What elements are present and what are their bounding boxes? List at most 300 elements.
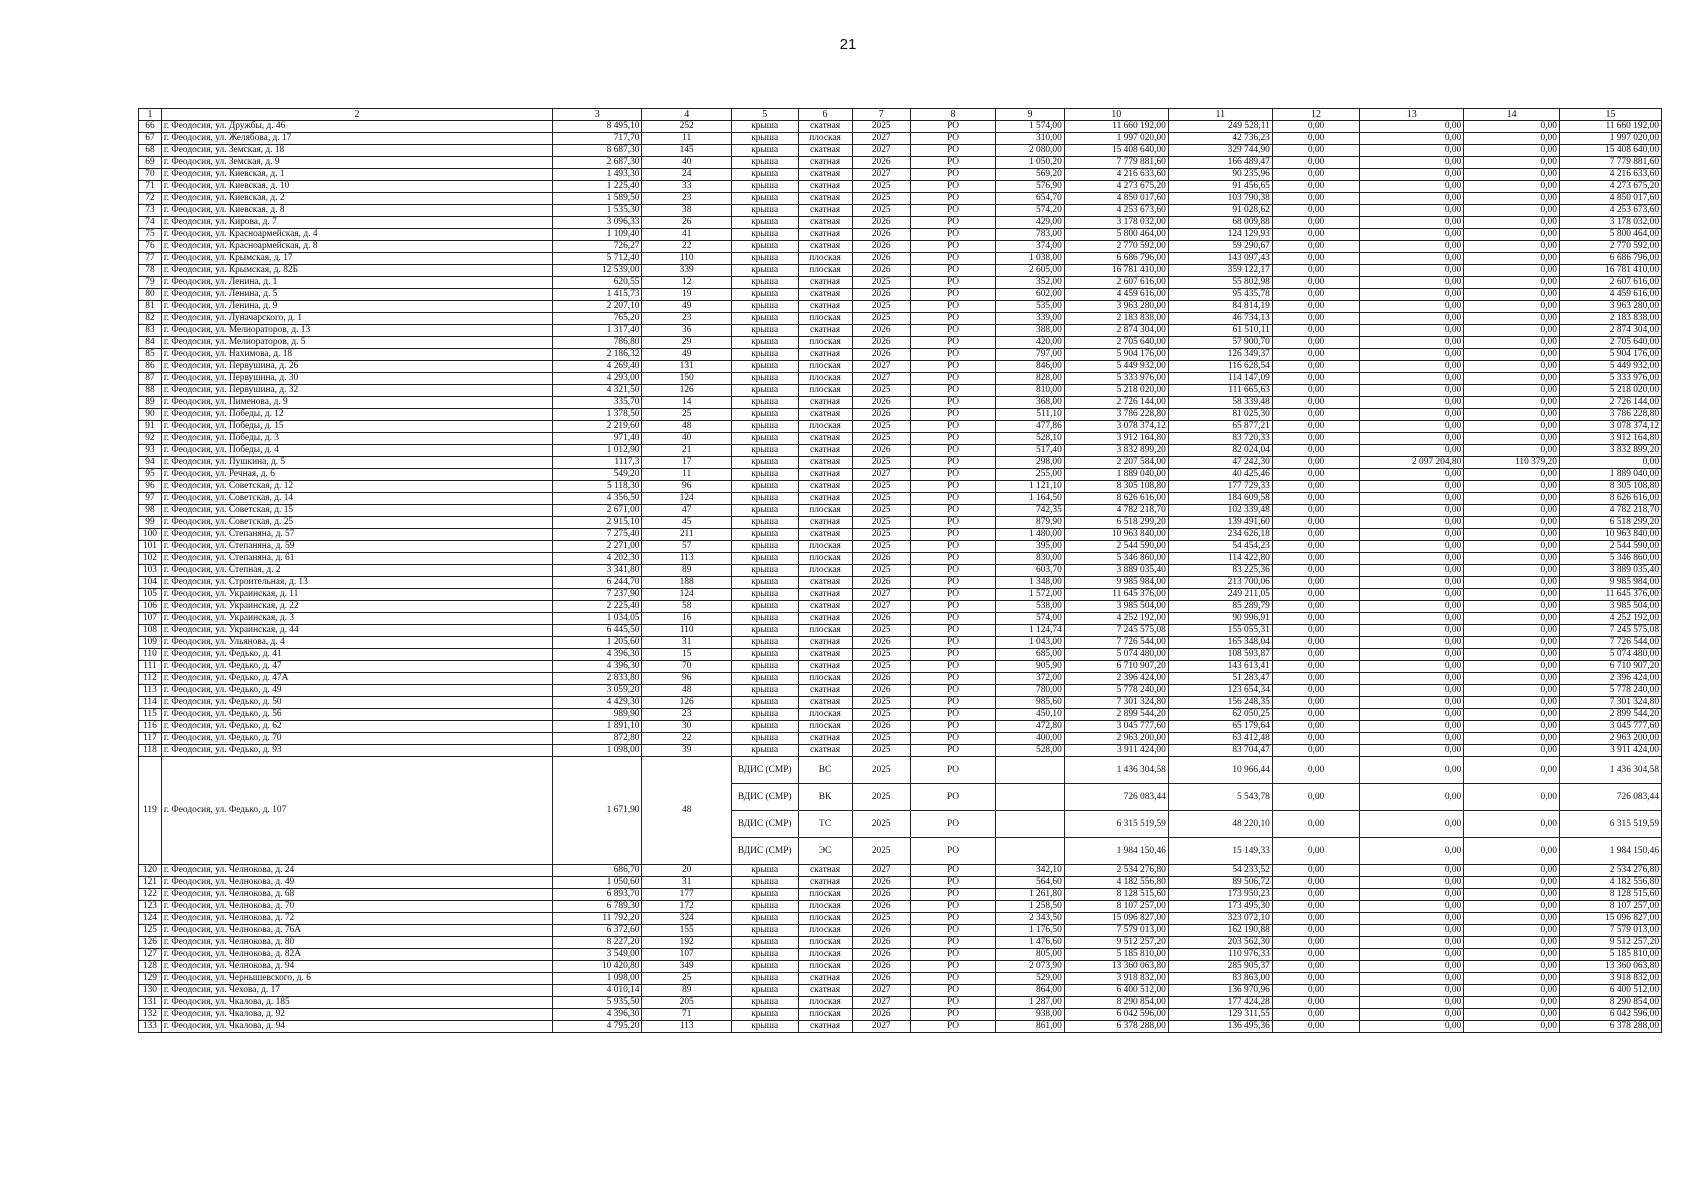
cell-source: РО	[910, 217, 995, 229]
cell-budget: 0,00	[1360, 985, 1464, 997]
cell-address: г. Феодосия, ул. Степаняна, д. 57	[161, 529, 552, 541]
table-row	[139, 589, 1662, 601]
cell-source: РО	[910, 433, 995, 445]
table-row	[139, 721, 1662, 733]
cell-owners: 0,00	[1464, 529, 1560, 541]
cell-element: крыша	[731, 685, 798, 697]
cell-budget: 0,00	[1360, 589, 1464, 601]
cell-total: 4 216 633,60	[1559, 169, 1661, 181]
table-row	[139, 373, 1662, 385]
cell-volume: 654,70	[996, 193, 1065, 205]
cell-area: 1 225,40	[553, 181, 642, 193]
cell-budget: 0,00	[1360, 541, 1464, 553]
cell-budget: 0,00	[1360, 529, 1464, 541]
cell-area: 1 671,90	[553, 757, 642, 865]
cell-cost: 3 918 832,00	[1064, 973, 1168, 985]
table-row	[139, 445, 1662, 457]
cell-source: РО	[910, 541, 995, 553]
cell-num: 105	[139, 589, 162, 601]
table-row	[139, 661, 1662, 673]
cell-area: 11 792,20	[553, 913, 642, 925]
cell-num: 92	[139, 433, 162, 445]
cell-cost: 9 512 257,20	[1064, 937, 1168, 949]
cell-volume: 255,00	[996, 469, 1065, 481]
cell-element: крыша	[731, 157, 798, 169]
cell-area: 5 712,40	[553, 253, 642, 265]
cell-area: 2 225,40	[553, 601, 642, 613]
cell-source: РО	[910, 784, 995, 811]
cell-cost-per-unit: 111 665,63	[1168, 385, 1272, 397]
cell-fund: 0,00	[1272, 205, 1359, 217]
cell-budget: 0,00	[1360, 301, 1464, 313]
cell-element: крыша	[731, 589, 798, 601]
cell-owners: 0,00	[1464, 613, 1560, 625]
cell-type: скатная	[798, 697, 852, 709]
cell-source: РО	[910, 517, 995, 529]
cell-year: 2026	[852, 265, 910, 277]
cell-element: крыша	[731, 313, 798, 325]
cell-element: крыша	[731, 721, 798, 733]
cell-type: скатная	[798, 589, 852, 601]
cell-budget: 0,00	[1360, 121, 1464, 133]
cell-owners: 0,00	[1464, 877, 1560, 889]
cell-num: 96	[139, 481, 162, 493]
cell-cost-per-unit: 51 283,47	[1168, 673, 1272, 685]
cell-source: РО	[910, 301, 995, 313]
cell-address: г. Феодосия, ул. Киевская, д. 8	[161, 205, 552, 217]
cell-num: 123	[139, 901, 162, 913]
cell-cost-per-unit: 173 495,30	[1168, 901, 1272, 913]
table-row	[139, 133, 1662, 145]
cell-owners: 0,00	[1464, 811, 1560, 838]
table-row	[139, 649, 1662, 661]
cell-year: 2026	[852, 889, 910, 901]
cell-residents: 12	[642, 277, 731, 289]
cell-element: крыша	[731, 1021, 798, 1033]
cell-address: г. Феодосия, ул. Степаняна, д. 61	[161, 553, 552, 565]
cell-source: РО	[910, 985, 995, 997]
cell-area: 10 420,80	[553, 961, 642, 973]
cell-element: крыша	[731, 409, 798, 421]
cell-address: г. Феодосия, ул. Победы, д. 3	[161, 433, 552, 445]
cell-volume	[996, 838, 1065, 865]
cell-num: 98	[139, 505, 162, 517]
cell-year: 2027	[852, 985, 910, 997]
cell-num: 67	[139, 133, 162, 145]
cell-num: 80	[139, 289, 162, 301]
cell-element: крыша	[731, 925, 798, 937]
cell-source: РО	[910, 811, 995, 838]
cell-source: РО	[910, 601, 995, 613]
cell-cost-per-unit: 102 339,48	[1168, 505, 1272, 517]
cell-element: крыша	[731, 577, 798, 589]
cell-cost-per-unit: 15 149,33	[1168, 838, 1272, 865]
cell-residents: 41	[642, 229, 731, 241]
cell-fund: 0,00	[1272, 733, 1359, 745]
cell-owners: 0,00	[1464, 865, 1560, 877]
cell-residents: 48	[642, 685, 731, 697]
cell-owners: 0,00	[1464, 373, 1560, 385]
cell-budget: 0,00	[1360, 265, 1464, 277]
cell-type: плоская	[798, 313, 852, 325]
cell-cost-per-unit: 110 976,33	[1168, 949, 1272, 961]
cell-element: крыша	[731, 385, 798, 397]
cell-volume: 528,10	[996, 433, 1065, 445]
cell-source: РО	[910, 289, 995, 301]
cell-area: 4 269,40	[553, 361, 642, 373]
cell-year: 2026	[852, 877, 910, 889]
cell-element: крыша	[731, 697, 798, 709]
cell-fund: 0,00	[1272, 961, 1359, 973]
cell-source: РО	[910, 997, 995, 1009]
cell-cost-per-unit: 124 129,93	[1168, 229, 1272, 241]
column-header: 15	[1559, 109, 1661, 121]
cell-budget: 0,00	[1360, 133, 1464, 145]
cell-area: 3 549,00	[553, 949, 642, 961]
cell-volume: 2 343,50	[996, 913, 1065, 925]
cell-address: г. Феодосия, ул. Федько, д. 50	[161, 697, 552, 709]
page-number: 21	[839, 36, 857, 53]
cell-element: крыша	[731, 457, 798, 469]
cell-fund: 0,00	[1272, 337, 1359, 349]
cell-cost-per-unit: 143 097,43	[1168, 253, 1272, 265]
cell-cost: 10 963 840,00	[1064, 529, 1168, 541]
cell-residents: 25	[642, 973, 731, 985]
cell-owners: 0,00	[1464, 349, 1560, 361]
cell-cost: 11 660 192,00	[1064, 121, 1168, 133]
cell-source: РО	[910, 169, 995, 181]
cell-cost: 8 305 108,80	[1064, 481, 1168, 493]
cell-total: 8 626 616,00	[1559, 493, 1661, 505]
cell-residents: 36	[642, 325, 731, 337]
cell-area: 4 396,30	[553, 649, 642, 661]
cell-year: 2026	[852, 241, 910, 253]
cell-budget: 0,00	[1360, 661, 1464, 673]
cell-residents: 205	[642, 997, 731, 1009]
cell-num: 110	[139, 649, 162, 661]
cell-area: 1 050,60	[553, 877, 642, 889]
cell-owners: 0,00	[1464, 673, 1560, 685]
cell-num: 91	[139, 421, 162, 433]
cell-owners: 0,00	[1464, 313, 1560, 325]
cell-type: скатная	[798, 877, 852, 889]
cell-cost-per-unit: 5 543,78	[1168, 784, 1272, 811]
table-body	[139, 109, 1662, 1033]
cell-address: г. Феодосия, ул. Украинская, д. 3	[161, 613, 552, 625]
cell-element: крыша	[731, 445, 798, 457]
cell-num: 79	[139, 277, 162, 289]
cell-cost: 5 800 464,00	[1064, 229, 1168, 241]
cell-residents: 70	[642, 661, 731, 673]
cell-element: крыша	[731, 541, 798, 553]
cell-source: РО	[910, 1021, 995, 1033]
cell-type: плоская	[798, 925, 852, 937]
cell-area: 1 891,10	[553, 721, 642, 733]
cell-type: скатная	[798, 529, 852, 541]
cell-year: 2025	[852, 838, 910, 865]
cell-element: крыша	[731, 937, 798, 949]
cell-budget: 0,00	[1360, 1021, 1464, 1033]
cell-total: 7 726 544,00	[1559, 637, 1661, 649]
cell-type: скатная	[798, 241, 852, 253]
cell-area: 2 271,00	[553, 541, 642, 553]
cell-cost-per-unit: 285 905,37	[1168, 961, 1272, 973]
cell-year: 2025	[852, 697, 910, 709]
cell-source: РО	[910, 385, 995, 397]
table-row	[139, 673, 1662, 685]
cell-cost-per-unit: 234 626,18	[1168, 529, 1272, 541]
cell-year: 2026	[852, 337, 910, 349]
cell-residents: 49	[642, 349, 731, 361]
cell-cost-per-unit: 10 966,44	[1168, 757, 1272, 784]
cell-owners: 0,00	[1464, 397, 1560, 409]
cell-budget: 0,00	[1360, 613, 1464, 625]
cell-area: 1 012,90	[553, 445, 642, 457]
cell-source: РО	[910, 925, 995, 937]
cell-year: 2026	[852, 637, 910, 649]
cell-area: 686,70	[553, 865, 642, 877]
cell-num: 71	[139, 181, 162, 193]
cell-owners: 0,00	[1464, 157, 1560, 169]
cell-budget: 0,00	[1360, 469, 1464, 481]
cell-area: 989,90	[553, 709, 642, 721]
cell-fund: 0,00	[1272, 397, 1359, 409]
cell-residents: 40	[642, 157, 731, 169]
cell-budget: 0,00	[1360, 421, 1464, 433]
cell-owners: 0,00	[1464, 625, 1560, 637]
table-row	[139, 121, 1662, 133]
cell-residents: 23	[642, 709, 731, 721]
cell-address: г. Феодосия, ул. Желябова, д. 17	[161, 133, 552, 145]
cell-owners: 0,00	[1464, 949, 1560, 961]
cell-year: 2027	[852, 589, 910, 601]
cell-owners: 110 379,20	[1464, 457, 1560, 469]
cell-total: 6 378 288,00	[1559, 1021, 1661, 1033]
cell-residents: 89	[642, 985, 731, 997]
cell-year: 2025	[852, 649, 910, 661]
cell-element: крыша	[731, 745, 798, 757]
cell-cost: 5 449 932,00	[1064, 361, 1168, 373]
cell-budget: 0,00	[1360, 709, 1464, 721]
table-row	[139, 685, 1662, 697]
cell-cost: 2 705 640,00	[1064, 337, 1168, 349]
cell-num: 102	[139, 553, 162, 565]
cell-residents: 20	[642, 865, 731, 877]
cell-cost: 4 253 673,60	[1064, 205, 1168, 217]
cell-volume: 1 287,00	[996, 997, 1065, 1009]
cell-volume: 368,00	[996, 397, 1065, 409]
cell-total: 2 534 276,80	[1559, 865, 1661, 877]
cell-budget: 0,00	[1360, 145, 1464, 157]
cell-num: 127	[139, 949, 162, 961]
cell-owners: 0,00	[1464, 649, 1560, 661]
cell-element: крыша	[731, 529, 798, 541]
cell-num: 114	[139, 697, 162, 709]
cell-area: 8 687,30	[553, 145, 642, 157]
cell-residents: 58	[642, 601, 731, 613]
cell-cost: 15 408 640,00	[1064, 145, 1168, 157]
cell-owners: 0,00	[1464, 709, 1560, 721]
cell-residents: 40	[642, 433, 731, 445]
column-header: 11	[1168, 109, 1272, 121]
cell-fund: 0,00	[1272, 457, 1359, 469]
cell-num: 73	[139, 205, 162, 217]
cell-cost: 4 216 633,60	[1064, 169, 1168, 181]
cell-fund: 0,00	[1272, 229, 1359, 241]
cell-num: 101	[139, 541, 162, 553]
cell-year: 2026	[852, 613, 910, 625]
table-row	[139, 733, 1662, 745]
cell-owners: 0,00	[1464, 757, 1560, 784]
cell-source: РО	[910, 1009, 995, 1021]
cell-source: РО	[910, 505, 995, 517]
cell-total: 5 800 464,00	[1559, 229, 1661, 241]
header-row	[139, 109, 1662, 121]
cell-area: 8 227,20	[553, 937, 642, 949]
cell-year: 2026	[852, 409, 910, 421]
cell-type: плоская	[798, 385, 852, 397]
cell-area: 2 671,00	[553, 505, 642, 517]
table-row	[139, 421, 1662, 433]
column-header: 9	[996, 109, 1065, 121]
cell-source: РО	[910, 901, 995, 913]
cell-num: 132	[139, 1009, 162, 1021]
cell-total: 5 074 480,00	[1559, 649, 1661, 661]
cell-num: 121	[139, 877, 162, 889]
cell-total: 3 912 164,80	[1559, 433, 1661, 445]
cell-budget: 0,00	[1360, 433, 1464, 445]
cell-address: г. Феодосия, ул. Киевская, д. 1	[161, 169, 552, 181]
cell-volume: 574,00	[996, 613, 1065, 625]
cell-budget: 0,00	[1360, 397, 1464, 409]
cell-num: 109	[139, 637, 162, 649]
table-row	[139, 481, 1662, 493]
cell-element: крыша	[731, 121, 798, 133]
cell-year: 2027	[852, 373, 910, 385]
cell-cost: 6 378 288,00	[1064, 1021, 1168, 1033]
table-row	[139, 181, 1662, 193]
cell-budget: 0,00	[1360, 913, 1464, 925]
cell-residents: 131	[642, 361, 731, 373]
table-row	[139, 337, 1662, 349]
cell-year: 2025	[852, 565, 910, 577]
cell-owners: 0,00	[1464, 637, 1560, 649]
cell-num: 88	[139, 385, 162, 397]
cell-residents: 16	[642, 613, 731, 625]
cell-owners: 0,00	[1464, 325, 1560, 337]
cell-total: 6 315 519,59	[1559, 811, 1661, 838]
cell-area: 1 415,73	[553, 289, 642, 301]
table-row	[139, 745, 1662, 757]
cell-address: г. Феодосия, ул. Кирова, д. 7	[161, 217, 552, 229]
cell-cost: 6 686 796,00	[1064, 253, 1168, 265]
cell-year: 2025	[852, 313, 910, 325]
cell-year: 2026	[852, 961, 910, 973]
cell-type: скатная	[798, 577, 852, 589]
cell-type: скатная	[798, 409, 852, 421]
cell-residents: 124	[642, 589, 731, 601]
cell-total: 5 904 176,00	[1559, 349, 1661, 361]
cell-cost-per-unit: 83 704,47	[1168, 745, 1272, 757]
cell-type: скатная	[798, 865, 852, 877]
cell-total: 2 607 616,00	[1559, 277, 1661, 289]
cell-fund: 0,00	[1272, 349, 1359, 361]
table-row	[139, 313, 1662, 325]
cell-element: крыша	[731, 253, 798, 265]
cell-budget: 0,00	[1360, 901, 1464, 913]
cell-type: плоская	[798, 625, 852, 637]
cell-area: 7 275,40	[553, 529, 642, 541]
cell-num: 104	[139, 577, 162, 589]
cell-budget: 0,00	[1360, 949, 1464, 961]
cell-budget: 0,00	[1360, 865, 1464, 877]
cell-volume: 861,00	[996, 1021, 1065, 1033]
cell-owners: 0,00	[1464, 433, 1560, 445]
cell-residents: 11	[642, 469, 731, 481]
cell-source: РО	[910, 673, 995, 685]
cell-owners: 0,00	[1464, 661, 1560, 673]
cell-fund: 0,00	[1272, 517, 1359, 529]
cell-num: 95	[139, 469, 162, 481]
cell-type: плоская	[798, 889, 852, 901]
cell-source: РО	[910, 757, 995, 784]
cell-owners: 0,00	[1464, 733, 1560, 745]
cell-cost-per-unit: 116 628,54	[1168, 361, 1272, 373]
cell-budget: 0,00	[1360, 157, 1464, 169]
cell-address: г. Феодосия, ул. Челнокова, д. 76А	[161, 925, 552, 937]
cell-residents: 113	[642, 553, 731, 565]
cell-type: скатная	[798, 661, 852, 673]
cell-source: РО	[910, 157, 995, 169]
cell-owners: 0,00	[1464, 685, 1560, 697]
cell-budget: 0,00	[1360, 673, 1464, 685]
cell-year: 2025	[852, 709, 910, 721]
cell-total: 8 290 854,00	[1559, 997, 1661, 1009]
cell-cost-per-unit: 57 900,70	[1168, 337, 1272, 349]
cell-residents: 211	[642, 529, 731, 541]
cell-element: крыша	[731, 349, 798, 361]
cell-budget: 2 097 204,80	[1360, 457, 1464, 469]
table-row	[139, 1009, 1662, 1021]
cell-cost-per-unit: 54 454,23	[1168, 541, 1272, 553]
cell-budget: 0,00	[1360, 685, 1464, 697]
cell-num: 94	[139, 457, 162, 469]
cell-volume	[996, 784, 1065, 811]
cell-address: г. Феодосия, ул. Речная, д. 6	[161, 469, 552, 481]
cell-cost-per-unit: 323 072,10	[1168, 913, 1272, 925]
cell-type: плоская	[798, 337, 852, 349]
cell-residents: 96	[642, 481, 731, 493]
cell-residents: 22	[642, 733, 731, 745]
cell-cost: 2 899 544,20	[1064, 709, 1168, 721]
cell-year: 2026	[852, 253, 910, 265]
cell-budget: 0,00	[1360, 838, 1464, 865]
column-header: 6	[798, 109, 852, 121]
cell-owners: 0,00	[1464, 1021, 1560, 1033]
cell-year: 2026	[852, 949, 910, 961]
cell-source: РО	[910, 949, 995, 961]
cell-type: плоская	[798, 541, 852, 553]
cell-volume: 538,00	[996, 601, 1065, 613]
cell-budget: 0,00	[1360, 205, 1464, 217]
cell-year: 2025	[852, 481, 910, 493]
cell-budget: 0,00	[1360, 373, 1464, 385]
table-row	[139, 625, 1662, 637]
cell-num: 119	[139, 757, 162, 865]
cell-budget: 0,00	[1360, 601, 1464, 613]
cell-budget: 0,00	[1360, 937, 1464, 949]
cell-cost: 4 273 675,20	[1064, 181, 1168, 193]
